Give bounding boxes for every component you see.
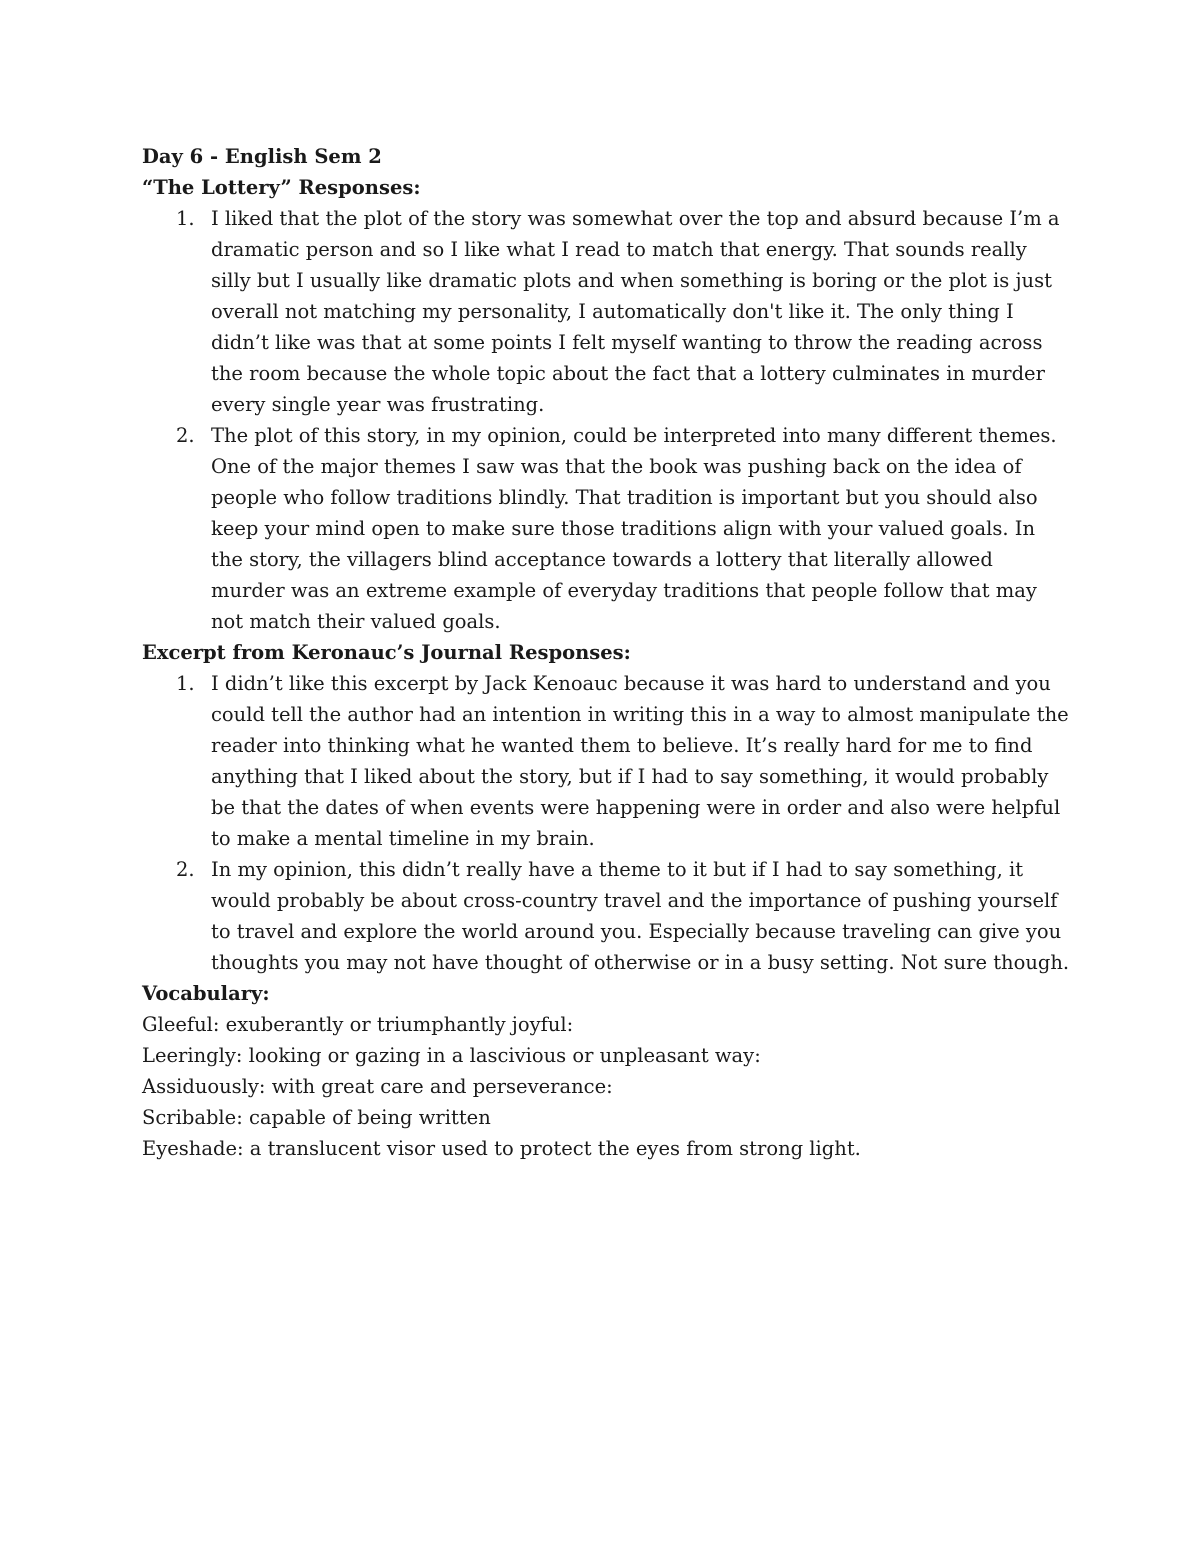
list-item — [142, 420, 1072, 637]
response-text: I liked that the plot of the story was somewhat over the top and absurd because I’m a dramatic person and so I like what I read to match that energy. That sounds really silly but I usually like dramatic plots and when something is boring or the plot is just overall not matching my personality, I automatically don't like it. The only thing I didn’t like was that at some points I felt myself wanting to throw the reading across the room because the whole topic about the fact that a lottery culminates in murder every single year was frustrating. — [211, 207, 1060, 416]
vocabulary-entry: Gleeful: exuberantly or triumphantly joyful: — [142, 1013, 574, 1036]
list-item — [142, 668, 1072, 854]
list-number: 1. — [176, 672, 195, 695]
response-text: In my opinion, this didn’t really have a theme to it but if I had to say something, it would probably be about cross-country travel and the importance of pushing yourself to travel and explore the world around you. Especially because traveling can give you thoughts you may not have thought of otherwise or in a busy setting. Not sure though. — [211, 858, 1070, 974]
list-item — [142, 854, 1072, 978]
list-item — [142, 203, 1072, 420]
list-number: 2. — [176, 424, 195, 447]
response-text: The plot of this story, in my opinion, could be interpreted into many different themes. One of the major themes I saw was that the book was pushing back on the idea of people who follow traditions blindly. That tradition is important but you should also keep your mind open to make sure those traditions align with your valued goals. In the story, the villagers blind acceptance towards a lottery that literally allowed murder was an extreme example of everyday traditions that people follow that may not match their valued goals. — [211, 424, 1057, 633]
list-number: 2. — [176, 858, 195, 881]
vocabulary-entry: Assiduously: with great care and perseverance: — [142, 1075, 613, 1098]
list-number: 1. — [176, 207, 195, 230]
document-body — [142, 141, 1072, 1164]
response-text: I didn’t like this excerpt by Jack Kenoauc because it was hard to understand and you could tell the author had an intention in writing this in a way to almost manipulate the reader into thinking what he wanted them to believe. It’s really hard for me to find anything that I liked about the story, but if I had to say something, it would probably be that the dates of when events were happening were in order and also were helpful to make a mental timeline in my brain. — [211, 672, 1069, 850]
vocabulary-entry: Scribable: capable of being written — [142, 1106, 491, 1129]
journal-responses-list — [142, 668, 1072, 978]
vocabulary-entry: Leeringly: looking or gazing in a lascivious or unpleasant way: — [142, 1044, 761, 1067]
vocabulary-entry: Eyeshade: a translucent visor used to protect the eyes from strong light. — [142, 1137, 861, 1160]
section-heading-journal: Excerpt from Keronauc’s Journal Responses: — [142, 641, 631, 664]
document-title: Day 6 - English Sem 2 — [142, 145, 382, 168]
lottery-responses-list — [142, 203, 1072, 637]
section-heading-lottery: “The Lottery” Responses: — [142, 176, 421, 199]
vocabulary-heading: Vocabulary: — [142, 982, 270, 1005]
